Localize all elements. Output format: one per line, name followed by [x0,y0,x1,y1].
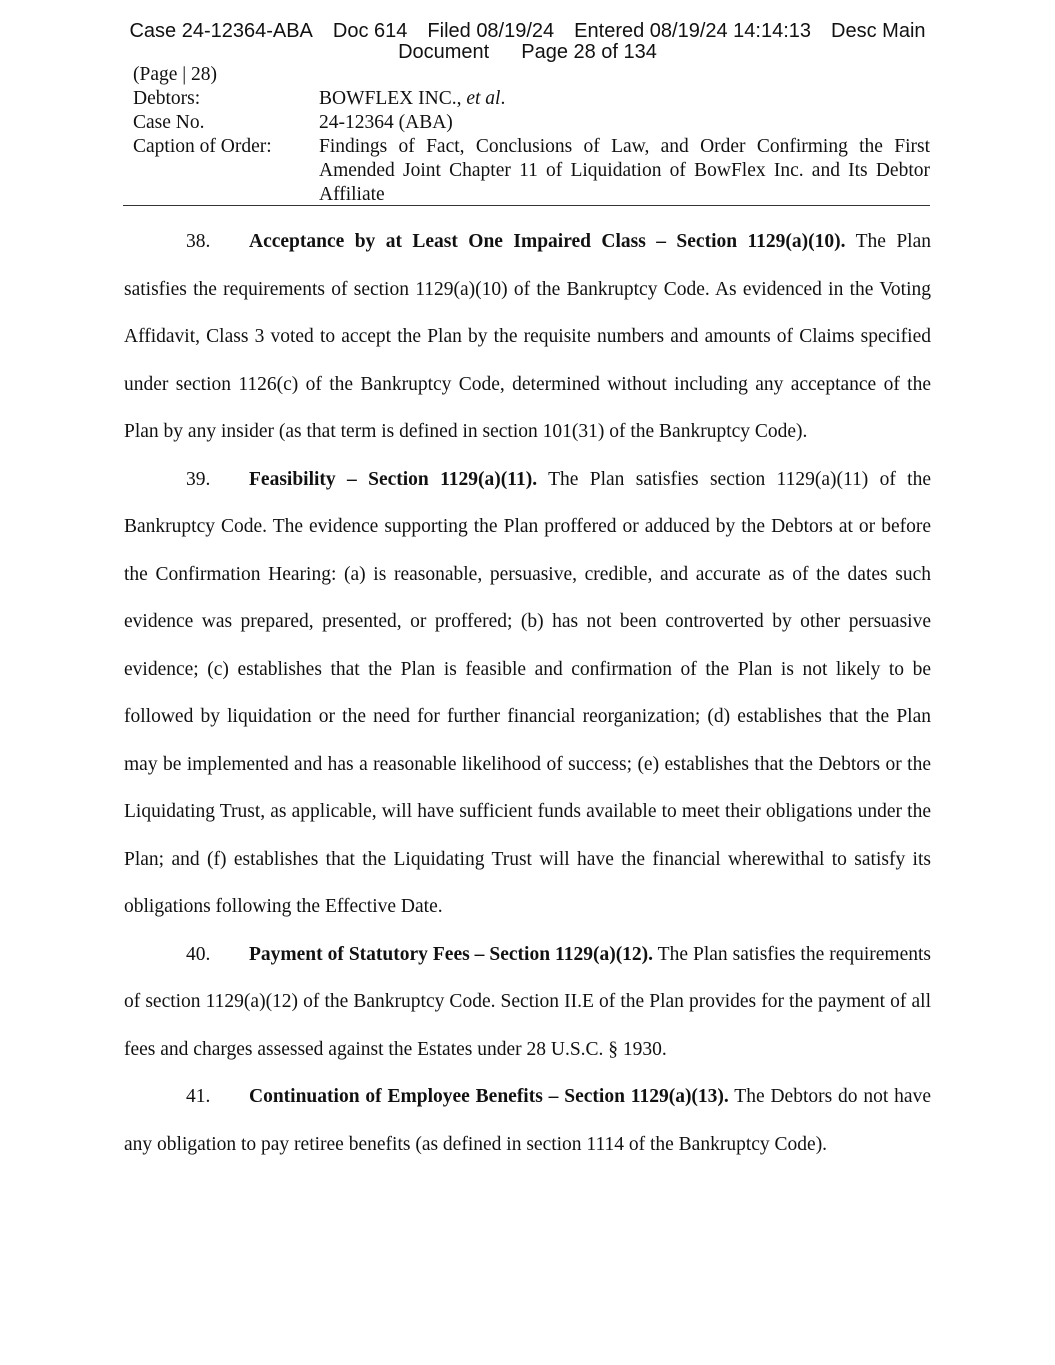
case-value: 24-12364 (ABA) [319,112,453,133]
ecf-filed-date: Filed 08/19/24 [427,20,555,42]
paragraph-text: The Plan satisfies the requirements of section 1129(a)(10) of the Bankruptcy Code. As evidenced in the Voting Affidavit, Class 3 voted to accept the Plan by the requisite numbers and amounts of Claims specified under section 1126(c) of the Bankruptcy Code, determined without including any acceptance of the Plan by any insider (as that term is defined in section 101(31) of the Bankruptcy Code). [124,231,931,442]
ecf-desc: Desc Main [831,20,926,42]
caption-debtors-row [133,87,930,111]
debtors-value [319,87,930,111]
paragraph-40 [124,931,931,1074]
paragraph-41 [124,1073,931,1168]
caption-page-label: (Page | 28) [133,64,218,85]
caption-order-row [133,135,930,207]
paragraph-number: 40. [186,943,211,965]
order-caption [133,63,930,207]
paragraph-heading: Continuation of Employee Benefits – Section 1129(a)(13). [249,1086,729,1107]
ecf-page-count: Page 28 of 134 [521,41,657,63]
paragraph-38 [124,218,931,456]
paragraph-text: The Plan satisfies section 1129(a)(11) of the Bankruptcy Code. The evidence supporting the Plan proffered or adduced by the Debtors at or before the Confirmation Hearing: (a) is reasonable, persuasive, credible, and accurate as of the dates such evidence was prepared, presented, or proffered; (b) has not been controverted by other persuasive evidence; (c) establishes that the Plan is feasible and confirmation of the Plan is not likely to be followed by liquidation or the need for further financial reorganization; (d) establishes that the Plan may be implemented and has a reasonable likelihood of success; (e) establishes that the Debtors or the Liquidating Trust, as applicable, will have sufficient funds available to meet their obligations under the Plan; and (f) establishes that the Liquidating Trust will have the financial wherewithal to satisfy its obligations following the Effective Date. [124,468,932,917]
ecf-doc-number: Doc 614 [332,20,408,42]
caption-divider [123,205,930,206]
caption-of-order-label: Caption of Order: [133,136,272,157]
paragraph-39 [124,456,931,931]
ecf-header-line-1 [0,20,1055,42]
ecf-header-line-2 [0,41,1055,63]
paragraph-text: The Plan satisfies the requirements of section 1129(a)(12) of the Bankruptcy Code. Section II.E of the Plan provides for the payment of all fees and charges assessed against the Estates under 28 U.S.C. § 1930. [124,943,931,1060]
paragraph-heading: Payment of Statutory Fees – Section 1129(a)(12). [249,943,654,965]
debtors-period: . [500,88,506,109]
debtors-name: BOWFLEX INC., [319,88,462,109]
paragraph-number: 39. [186,468,211,490]
paragraph-number: 41. [186,1086,211,1107]
document-body [124,218,931,1168]
debtors-label: Debtors: [133,88,201,109]
paragraph-heading: Acceptance by at Least One Impaired Class – Section 1129(a)(10). [249,231,846,252]
paragraph-heading: Feasibility – Section 1129(a)(11). [249,468,538,490]
debtors-et-al: et al [466,88,501,109]
caption-case-row [133,111,930,135]
paragraph-text: The Debtors do not have any obligation to pay retiree benefits (as defined in section 1114 of the Bankruptcy Code). [124,1086,931,1155]
ecf-case-number: Case 24-12364-ABA [129,20,313,42]
ecf-entered-date: Entered 08/19/24 14:14:13 [574,20,812,42]
ecf-document-label: Document [398,41,490,63]
paragraph-number: 38. [186,231,211,252]
caption-of-order-value: Findings of Fact, Conclusions of Law, and Order Confirming the First Amended Joint Chapter 11 of Liquidation of BowFlex Inc. and Its Debtor Affiliate [319,136,930,205]
case-label: Case No. [133,112,205,133]
